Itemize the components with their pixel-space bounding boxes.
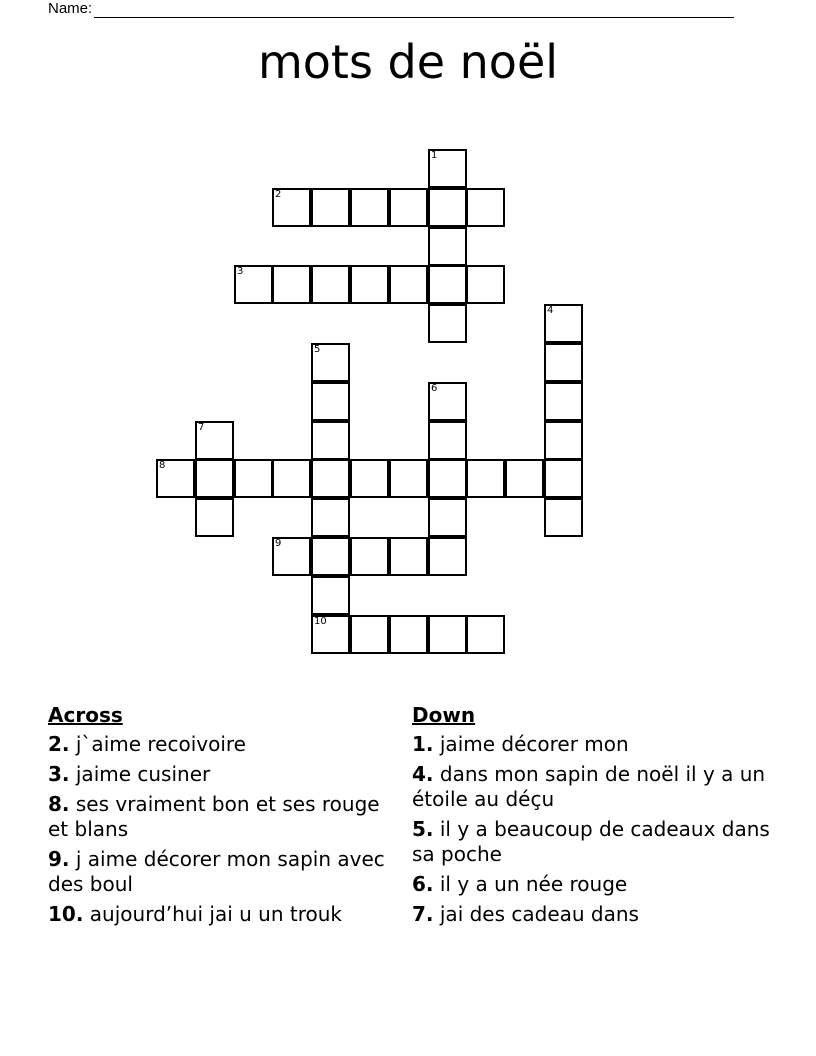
grid-cell[interactable] <box>311 382 350 421</box>
grid-cell[interactable] <box>350 537 389 576</box>
across-clue: 8. ses vraiment bon et ses rouge et blans <box>48 792 380 841</box>
grid-cell[interactable] <box>350 459 389 498</box>
grid-cell[interactable] <box>272 188 311 227</box>
grid-cell[interactable] <box>311 265 350 304</box>
grid-cell[interactable] <box>428 615 467 654</box>
page-title: mots de noël <box>257 35 559 89</box>
grid-cell[interactable] <box>466 615 505 654</box>
grid-cell[interactable] <box>195 459 234 498</box>
grid-cell[interactable] <box>544 343 583 382</box>
grid-cell[interactable] <box>195 421 234 460</box>
grid-cell[interactable] <box>234 265 273 304</box>
across-heading: Across <box>48 703 123 727</box>
grid-cell[interactable] <box>428 149 467 188</box>
down-clue: 5. il y a beaucoup de cadeaux dans sa poche <box>412 817 770 866</box>
grid-cell[interactable] <box>428 227 467 266</box>
across-clue: 10. aujourd’hui jai u un trouk <box>48 902 342 926</box>
grid-cell[interactable] <box>311 615 350 654</box>
down-clue: 4. dans mon sapin de noël il y a un étoile au déçu <box>412 762 766 811</box>
clue-number: 9 <box>275 538 282 549</box>
grid-cell[interactable] <box>311 498 350 537</box>
grid-cell[interactable] <box>544 304 583 343</box>
down-clue: 1. jaime décorer mon <box>412 732 629 756</box>
clue-number: 1 <box>431 150 438 161</box>
grid-cell[interactable] <box>311 537 350 576</box>
clue-number: 8 <box>159 460 166 471</box>
clue-number: 2 <box>275 189 282 200</box>
grid-cell[interactable] <box>350 615 389 654</box>
grid-cell[interactable] <box>428 421 467 460</box>
grid-cell[interactable] <box>156 459 195 498</box>
grid-cell[interactable] <box>234 459 273 498</box>
grid-cell[interactable] <box>428 498 467 537</box>
clue-number: 7 <box>198 422 205 433</box>
across-clue: 2. j`aime recoivoire <box>48 732 246 756</box>
name-label: Name: <box>48 0 93 17</box>
grid-cell[interactable] <box>428 188 467 227</box>
grid-cell[interactable] <box>311 421 350 460</box>
down-clue: 7. jai des cadeau dans <box>412 902 639 926</box>
grid-cell[interactable] <box>272 265 311 304</box>
grid-cell[interactable] <box>466 459 505 498</box>
grid-cell[interactable] <box>544 382 583 421</box>
grid-cell[interactable] <box>272 537 311 576</box>
clue-number: 5 <box>314 344 321 355</box>
grid-cell[interactable] <box>544 421 583 460</box>
grid-cell[interactable] <box>466 265 505 304</box>
down-clue: 6. il y a un née rouge <box>412 872 628 896</box>
grid-cell[interactable] <box>428 382 467 421</box>
grid-cell[interactable] <box>389 188 428 227</box>
grid-cell[interactable] <box>311 343 350 382</box>
grid-cell[interactable] <box>544 459 583 498</box>
grid-cell[interactable] <box>389 459 428 498</box>
clue-number: 3 <box>237 266 244 277</box>
grid-cell[interactable] <box>428 537 467 576</box>
grid-cell[interactable] <box>311 188 350 227</box>
across-clue: 9. j aime décorer mon sapin avec des boul <box>48 847 385 896</box>
grid-cell[interactable] <box>389 537 428 576</box>
clue-number: 4 <box>547 305 554 316</box>
grid-cell[interactable] <box>428 304 467 343</box>
grid-cell[interactable] <box>350 265 389 304</box>
grid-cell[interactable] <box>544 498 583 537</box>
grid-cell[interactable] <box>195 498 234 537</box>
grid-cell[interactable] <box>311 459 350 498</box>
grid-cell[interactable] <box>505 459 544 498</box>
grid-cell[interactable] <box>389 265 428 304</box>
grid-cell[interactable] <box>311 576 350 615</box>
grid-cell[interactable] <box>428 459 467 498</box>
grid-cell[interactable] <box>389 615 428 654</box>
grid-cell[interactable] <box>466 188 505 227</box>
across-clue: 3. jaime cusiner <box>48 762 211 786</box>
grid-cell[interactable] <box>350 188 389 227</box>
down-clues <box>412 702 772 932</box>
grid-cell[interactable] <box>428 265 467 304</box>
down-heading: Down <box>412 703 476 727</box>
clue-number: 6 <box>431 383 438 394</box>
clue-number: 10 <box>314 616 327 627</box>
grid-cell[interactable] <box>272 459 311 498</box>
across-clues <box>48 702 398 932</box>
